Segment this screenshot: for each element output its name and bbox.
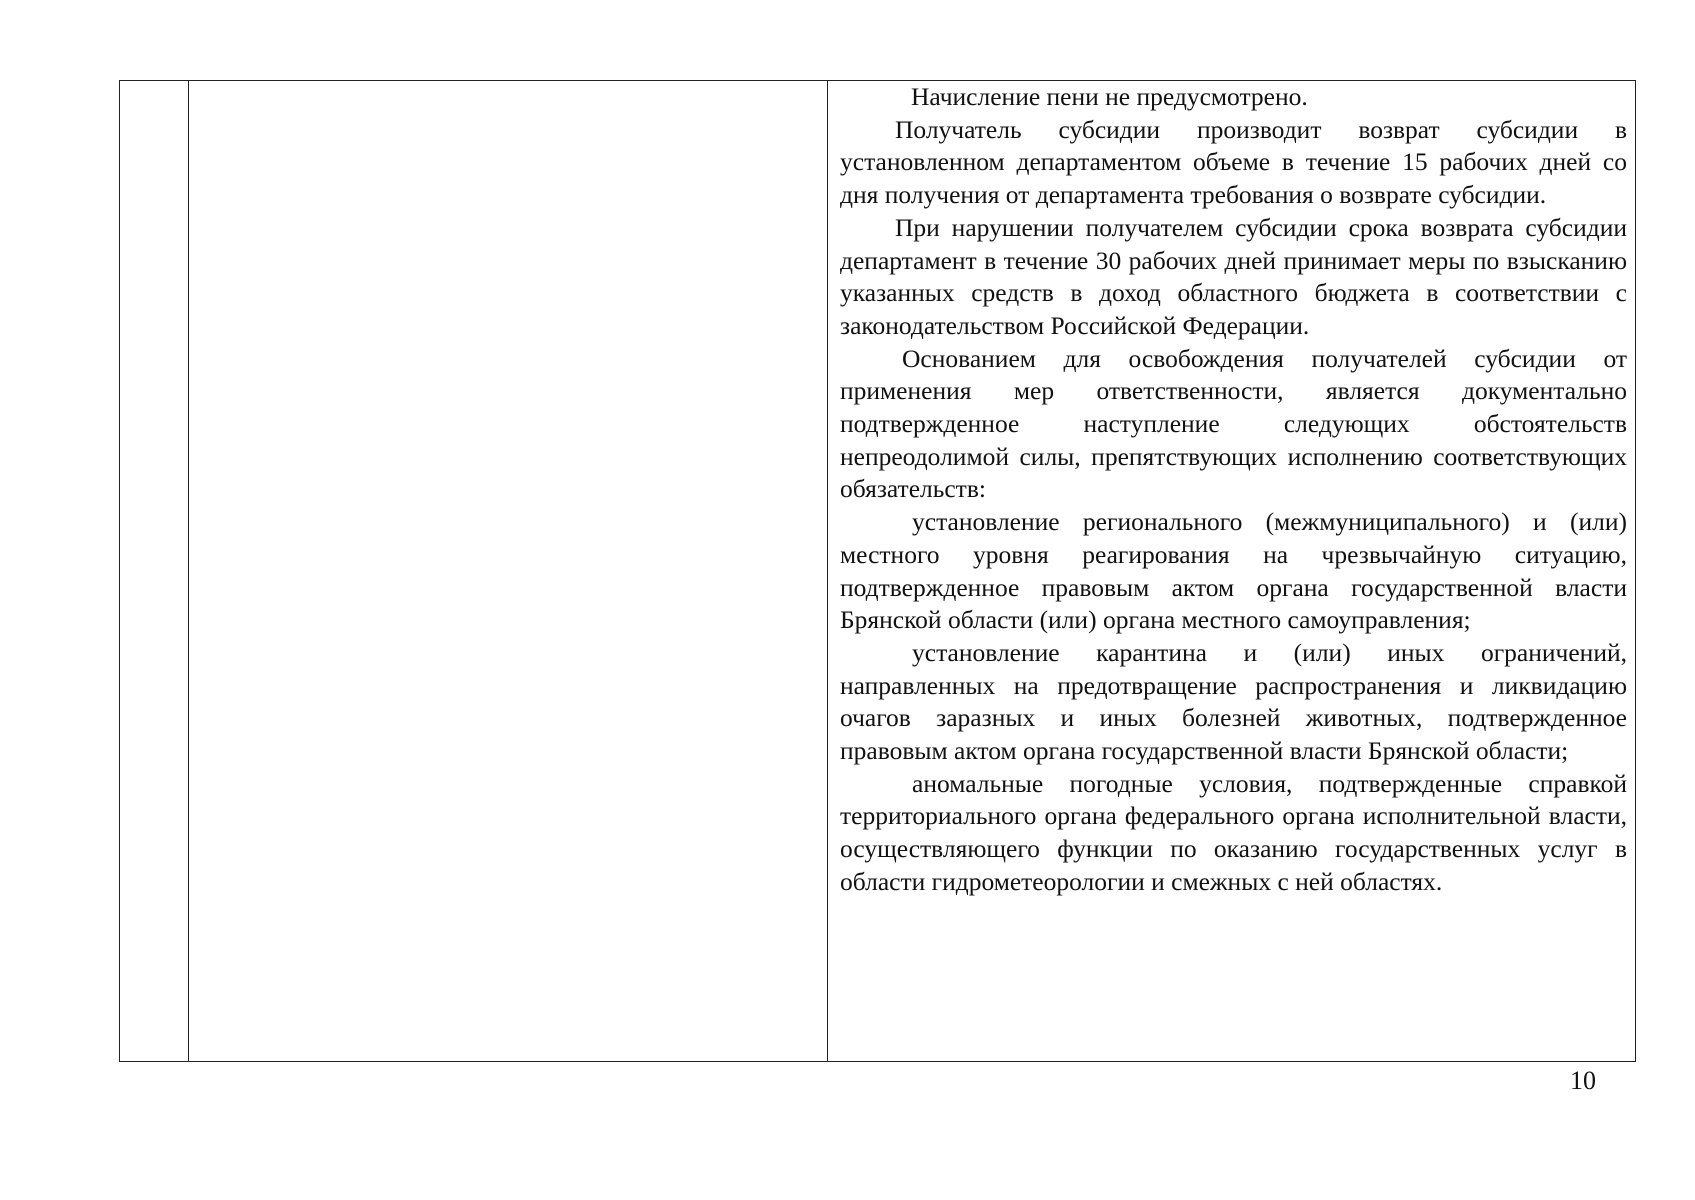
paragraph-return-subsidy: Получатель субсидии производит возврат субсидии в установленном департаментом объеме в течение 15 рабочих дней со дня получения от департамента требования о возврате субсидии.: [840, 114, 1627, 210]
page-number: 10: [1570, 1066, 1596, 1095]
paragraph-emergency-level: установление регионального (межмуниципального) и (или) местного уровня реагирования на чрезвычайную ситуацию, подтвержденное правовым актом органа государственной власти Брянской области (или) органа местного самоуправления;: [840, 507, 1627, 635]
table-column-divider-1: [188, 81, 189, 1061]
table-text-cell: [840, 81, 1627, 899]
paragraph-violation-term: При нарушении получателем субсидии срока возврата субсидии департамент в течение 30 рабочих дней принимает меры по взысканию указанных средств в доход областного бюджета в соответствии с законодательством Российской Федерации.: [840, 212, 1627, 340]
paragraph-penalty: Начисление пени не предусмотрено.: [911, 82, 1308, 111]
paragraph-exemption-basis: Основанием для освобождения получателей субсидии от применения мер ответственности, является документально подтвержденное наступление следующих обстоятельств непреодолимой силы, препятствующих исполнению соответствующих обязательств:: [840, 343, 1627, 504]
paragraph-weather: аномальные погодные условия, подтвержденные справкой территориального органа федерального органа исполнительной власти, осуществляющего функции по оказанию государственных услуг в области гидрометеорологии и смежных с ней областях.: [840, 768, 1627, 896]
document-table: [119, 80, 1636, 1062]
paragraph-quarantine: установление карантина и (или) иных ограничений, направленных на предотвращение распространения и ликвидацию очагов заразных и иных болезней животных, подтвержденное правовым актом органа государственной власти Брянской области;: [840, 637, 1627, 766]
table-column-divider-2: [827, 81, 828, 1061]
